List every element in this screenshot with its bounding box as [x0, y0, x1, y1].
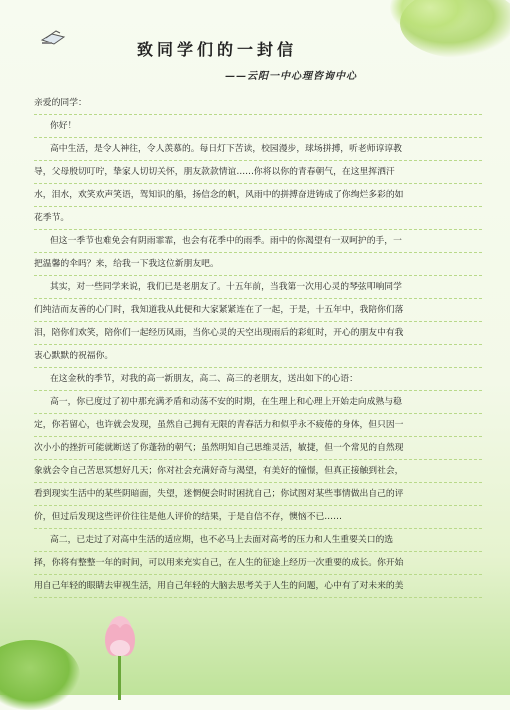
letter-line: [34, 391, 482, 414]
letter-line-text: 泪，陪你们欢笑，陪你们一起经历风雨，当你心灵的天空出现雨后的彩虹时，开心的朋友中有我: [34, 328, 404, 338]
letter-line-text: 衷心默默的祝福你。: [34, 351, 114, 361]
open-book-icon: [40, 28, 66, 46]
letter-line-text: 高一，你已度过了初中那充满矛盾和动荡不安的时期，在生理上和心理上开始走向成熟与稳: [50, 397, 402, 407]
letter-line: [34, 368, 482, 391]
letter-line-text: 看到现实生活中的某些阴暗面，失望，迷惘便会时时困扰自己；你试图对某些事情做出自己的评: [34, 489, 404, 499]
letter-line: [34, 184, 482, 207]
letter-line-text: 花季节。: [34, 213, 70, 223]
letter-line-text: 在这金秋的季节，对我的高一新朋友，高二、高三的老朋友，送出如下的心语：: [50, 374, 358, 384]
letter-line: [34, 92, 482, 115]
letter-line: [34, 207, 482, 230]
letter-line-text: 高二，已走过了对高中生活的适应期，也不必马上去面对高考的压力和人生重要关口的选: [50, 535, 394, 545]
letter-line-text: 水，泪水，欢笑欢声笑语，驾知识的船，扬信念的帆，风雨中的拼搏奋进铸成了你绚烂多彩的如: [34, 190, 404, 200]
letter-line: [34, 161, 482, 184]
letter-line: [34, 460, 482, 483]
letter-line-text: 高中生活，是令人神往，令人羡慕的。每日灯下苦读，校园漫步，球场拼搏，听老师谆谆教: [50, 144, 402, 154]
letter-line-text: 其实，对一些同学来说，我们已是老朋友了。十五年前，当我第一次用心灵的琴弦叩响同学: [50, 282, 402, 292]
letter-line-text: 们纯洁而友善的心门时，我知道我从此便和大家紧紧连在了一起，于是，十五年中，我陪你们落: [34, 305, 404, 315]
letter-line-text: 把温馨的伞吗？来，给我一下我这位新朋友吧。: [34, 259, 219, 269]
letter-line-text: 亲爱的同学：: [34, 98, 87, 108]
lotus-flower-icon: [96, 608, 144, 672]
letter-line-text: 次小小的挫折可能就断送了你蓬勃的朝气；虽然明知自己思维灵活，敏捷，但一个常见的自然现: [34, 443, 404, 453]
letter-line: [34, 138, 482, 161]
letter-line: [34, 299, 482, 322]
letter-line-text: 你好！: [50, 121, 77, 131]
letter-line-text: 用自己年轻的眼睛去审视生活，用自己年轻的大脑去思考关于人生的问题，心中有了对未来的美: [34, 581, 404, 591]
letter-line: [34, 276, 482, 299]
letter-line: [34, 552, 482, 575]
letter-line: [34, 483, 482, 506]
letter-body: [34, 92, 482, 598]
lotus-leaf-decoration: [0, 640, 80, 710]
letter-line-text: 但这一季节也难免会有阴雨霏霏，也会有花季中的雨季。雨中的你渴望有一双呵护的手，一: [50, 236, 402, 246]
letter-line: [34, 230, 482, 253]
letter-line: [34, 253, 482, 276]
letter-line: [34, 529, 482, 552]
letter-line-text: 导，父母殷切叮咛，挚家人切切关怀，朋友款款情谊……你将以你的青春朝气，在这里挥洒汗: [34, 167, 395, 177]
letter-line: [34, 437, 482, 460]
letter-line: [34, 575, 482, 598]
letter-line: [34, 322, 482, 345]
letter-line-text: 象就会令自己苦思冥想好几天；你对社会充满好奇与渴望，有美好的憧憬，但真正接触到社会，: [34, 466, 404, 476]
page-subtitle: ——云阳一中心理咨询中心: [225, 71, 357, 82]
letter-line: [34, 506, 482, 529]
letter-line: [34, 414, 482, 437]
letter-line: [34, 115, 482, 138]
page-title: 致同学们的一封信: [137, 40, 298, 59]
letter-line-text: 价，但过后发现这些评价往往是他人评价的结果，于是自信不存，懊恼不已……: [34, 512, 342, 522]
letter-line: [34, 345, 482, 368]
letter-line-text: 择，你将有整整一年的时间，可以用来充实自己，在人生的征途上经历一次重要的成长。你开始: [34, 558, 404, 568]
letter-line-text: 定，你若留心，也许就会发现，虽然自己拥有无限的青春活力和似乎永不疲倦的身体，但只因一: [34, 420, 404, 430]
